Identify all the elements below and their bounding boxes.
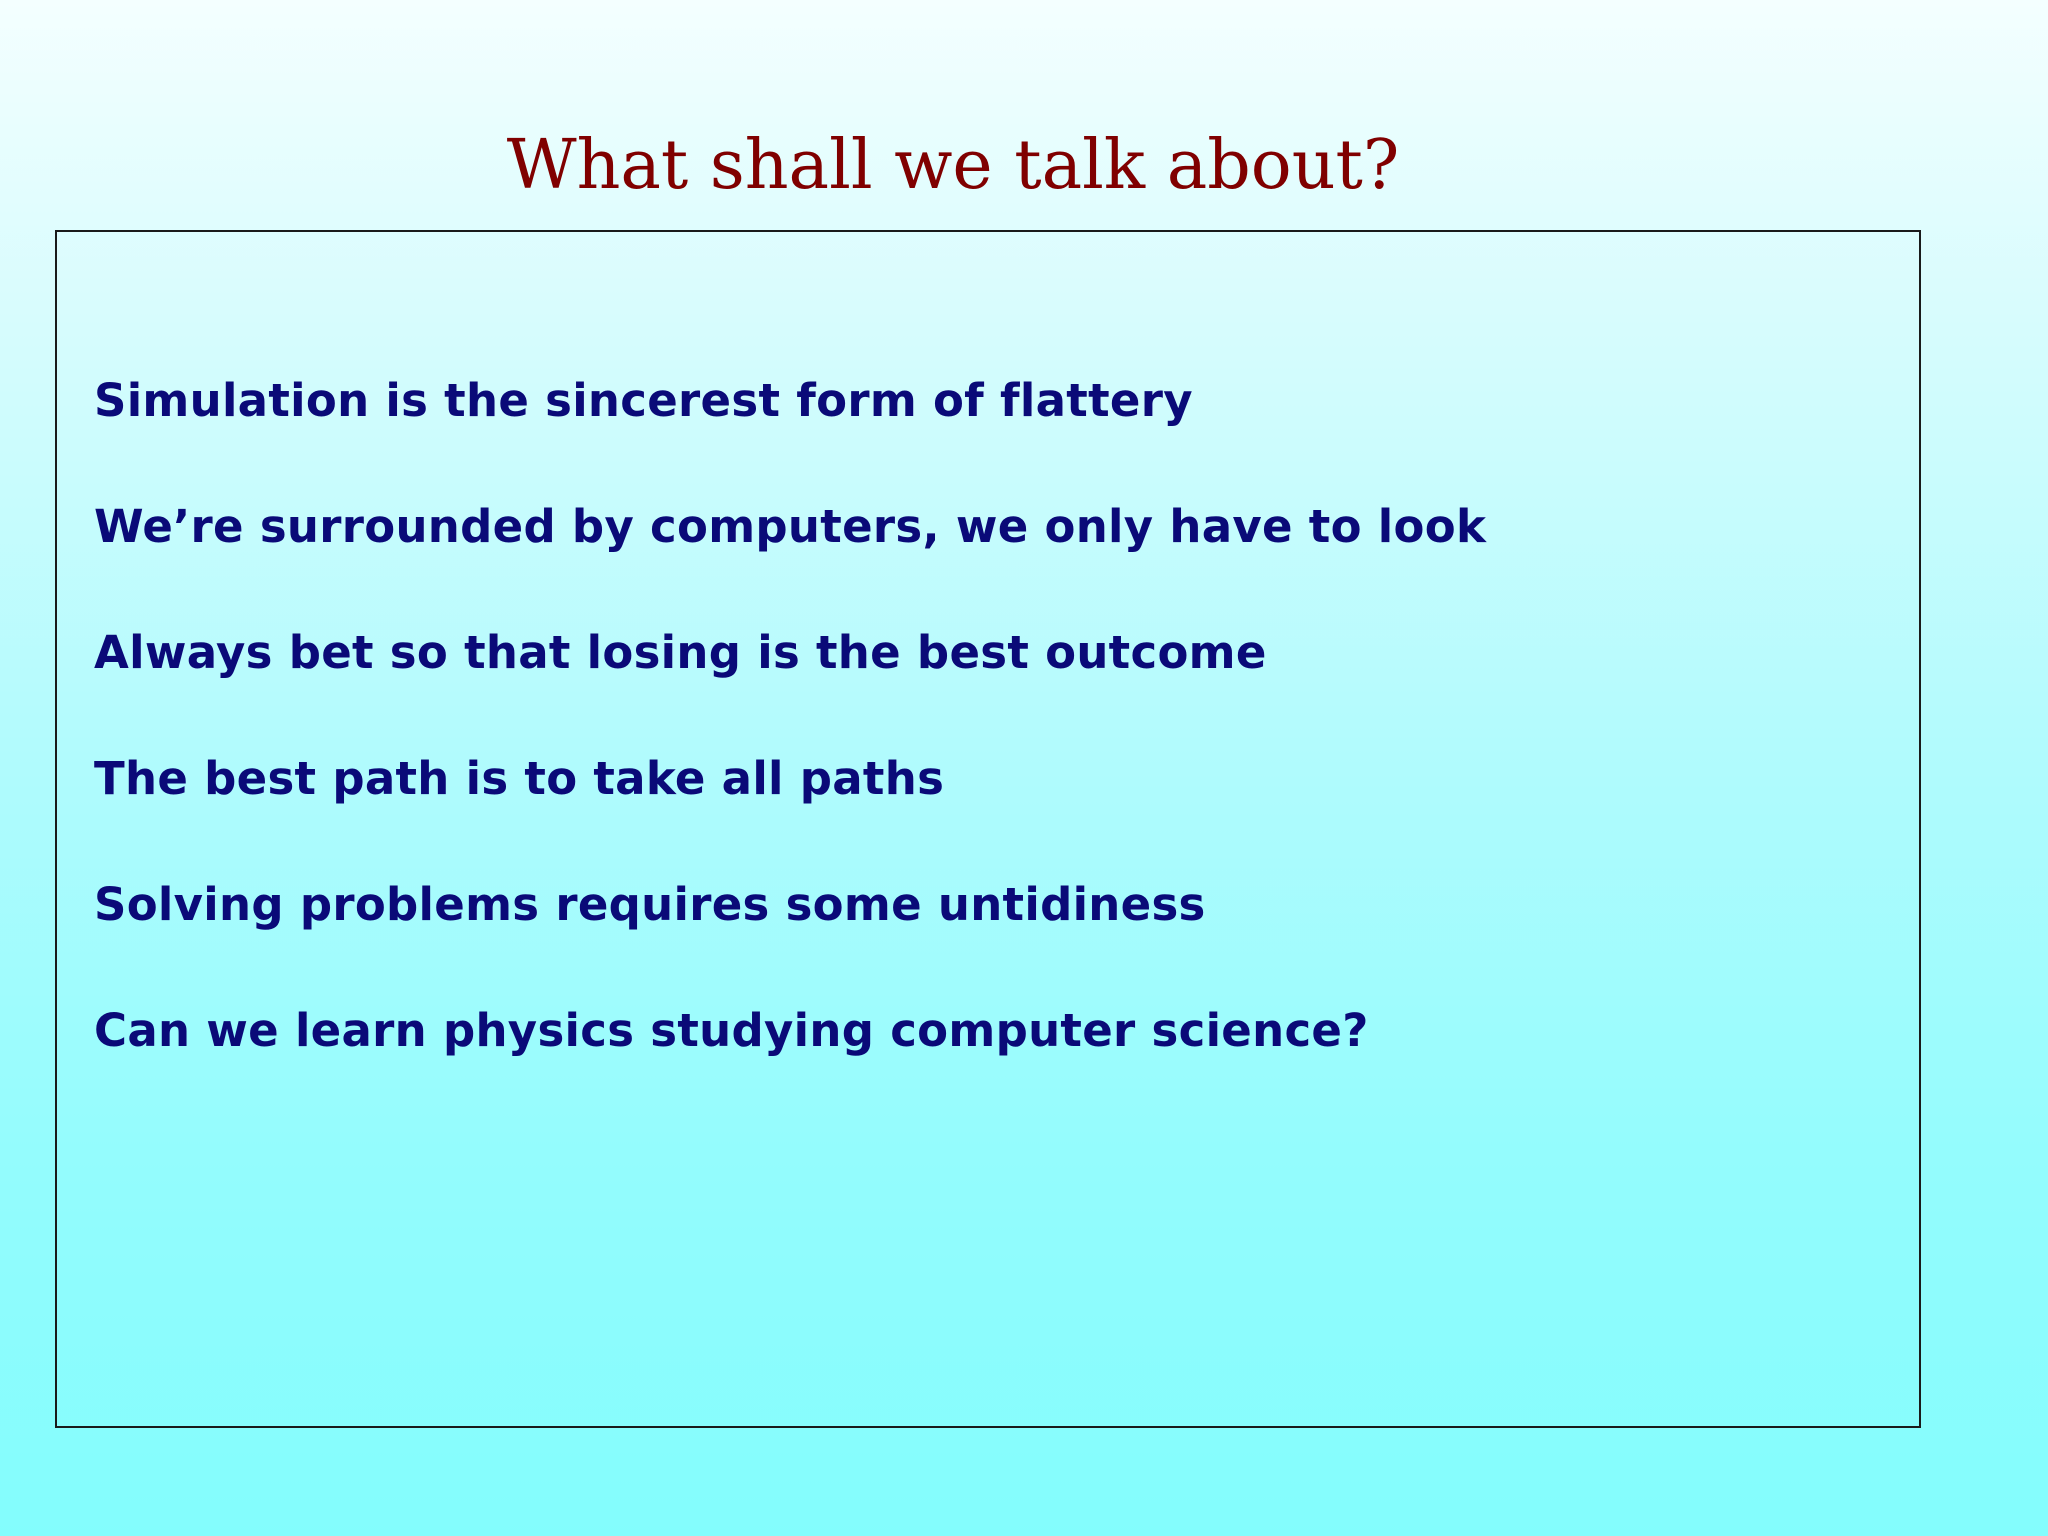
topic-item-physics: Can we learn physics studying computer science? [94,1004,1369,1057]
topic-item-bet: Always bet so that losing is the best outcome [94,626,1267,679]
topic-item-untidiness: Solving problems requires some untidiness [94,878,1206,931]
topic-item-computers: We’re surrounded by computers, we only have to look [94,500,1487,553]
slide-title: What shall we talk about? [506,126,1400,205]
topic-item-paths: The best path is to take all paths [94,752,945,805]
content-frame [55,230,1921,1428]
topic-item-simulation: Simulation is the sincerest form of flattery [94,374,1193,427]
